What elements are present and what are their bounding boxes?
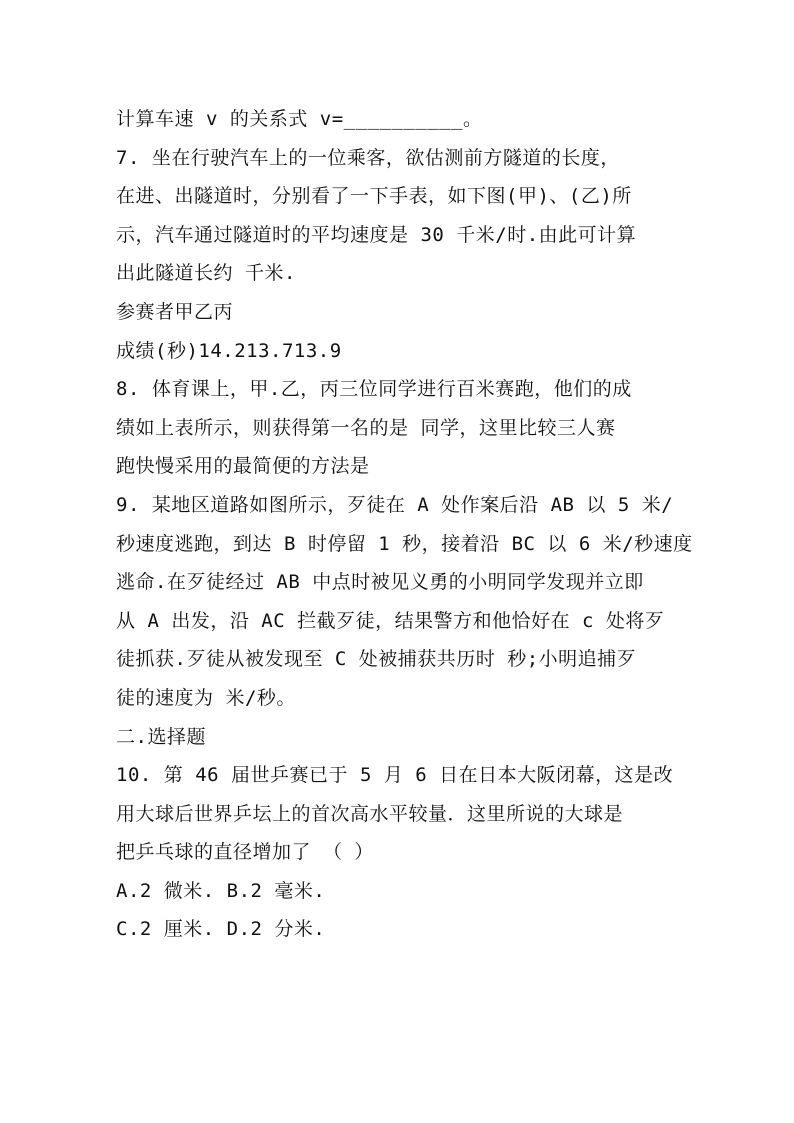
- line-q10-options-cd: C.2 厘米. D.2 分米.: [116, 918, 326, 941]
- line-table-header: 参赛者甲乙丙: [116, 300, 234, 323]
- line-q9-a: 9. 某地区道路如图所示，歹徒在 A 处作案后沿 AB 以 5 米/: [116, 493, 674, 516]
- line-q8-a: 8. 体育课上，甲.乙，丙三位同学进行百米赛跑，他们的成: [116, 378, 632, 401]
- line-q7-d: 出此隧道长约 千米.: [116, 262, 296, 285]
- line-q10-b: 用大球后世界乒坛上的首次高水平较量．这里所说的大球是: [116, 802, 624, 825]
- line-q10-a: 10. 第 46 届世乒赛已于 5 月 6 日在日本大阪闭幕，这是改: [116, 764, 674, 787]
- line-table-scores: 成绩(秒)14.213.713.9: [116, 339, 342, 362]
- document-body: [116, 100, 693, 949]
- line-speed-formula: 计算车速 v 的关系式 v=__________。: [116, 108, 483, 130]
- line-q9-e: 徒抓获.歹徒从被发现至 C 处被捕获共历时 秒;小明追捕歹: [116, 648, 637, 671]
- line-q9-b: 秒速度逃跑，到达 B 时停留 1 秒，接着沿 BC 以 6 米/秒速度: [116, 532, 693, 555]
- line-q10-options-ab: A.2 微米. B.2 毫米.: [116, 879, 326, 902]
- line-q8-c: 跑快慢采用的最简便的方法是: [116, 455, 370, 478]
- section-heading-choice: 二.选择题: [116, 725, 206, 748]
- line-q8-b: 绩如上表所示，则获得第一名的是 同学，这里比较三人赛: [116, 416, 616, 439]
- line-q9-c: 逃命.在歹徒经过 AB 中点时被见义勇的小明同学发现并立即: [116, 571, 644, 594]
- line-q9-f: 徒的速度为 米/秒。: [116, 686, 296, 709]
- line-q7-b: 在进、出隧道时，分别看了一下手表，如下图(甲)、(乙)所: [116, 185, 632, 208]
- line-q7-a: 7. 坐在行驶汽车上的一位乘客，欲估测前方隧道的长度，: [116, 146, 620, 169]
- line-q9-d: 从 A 出发，沿 AC 拦截歹徒，结果警方和他恰好在 c 处将歹: [116, 609, 665, 632]
- line-q7-c: 示，汽车通过隧道时的平均速度是 30 千米/时.由此可计算: [116, 223, 637, 246]
- line-q10-c: 把乒乓球的直径增加了 （ ）: [116, 841, 374, 864]
